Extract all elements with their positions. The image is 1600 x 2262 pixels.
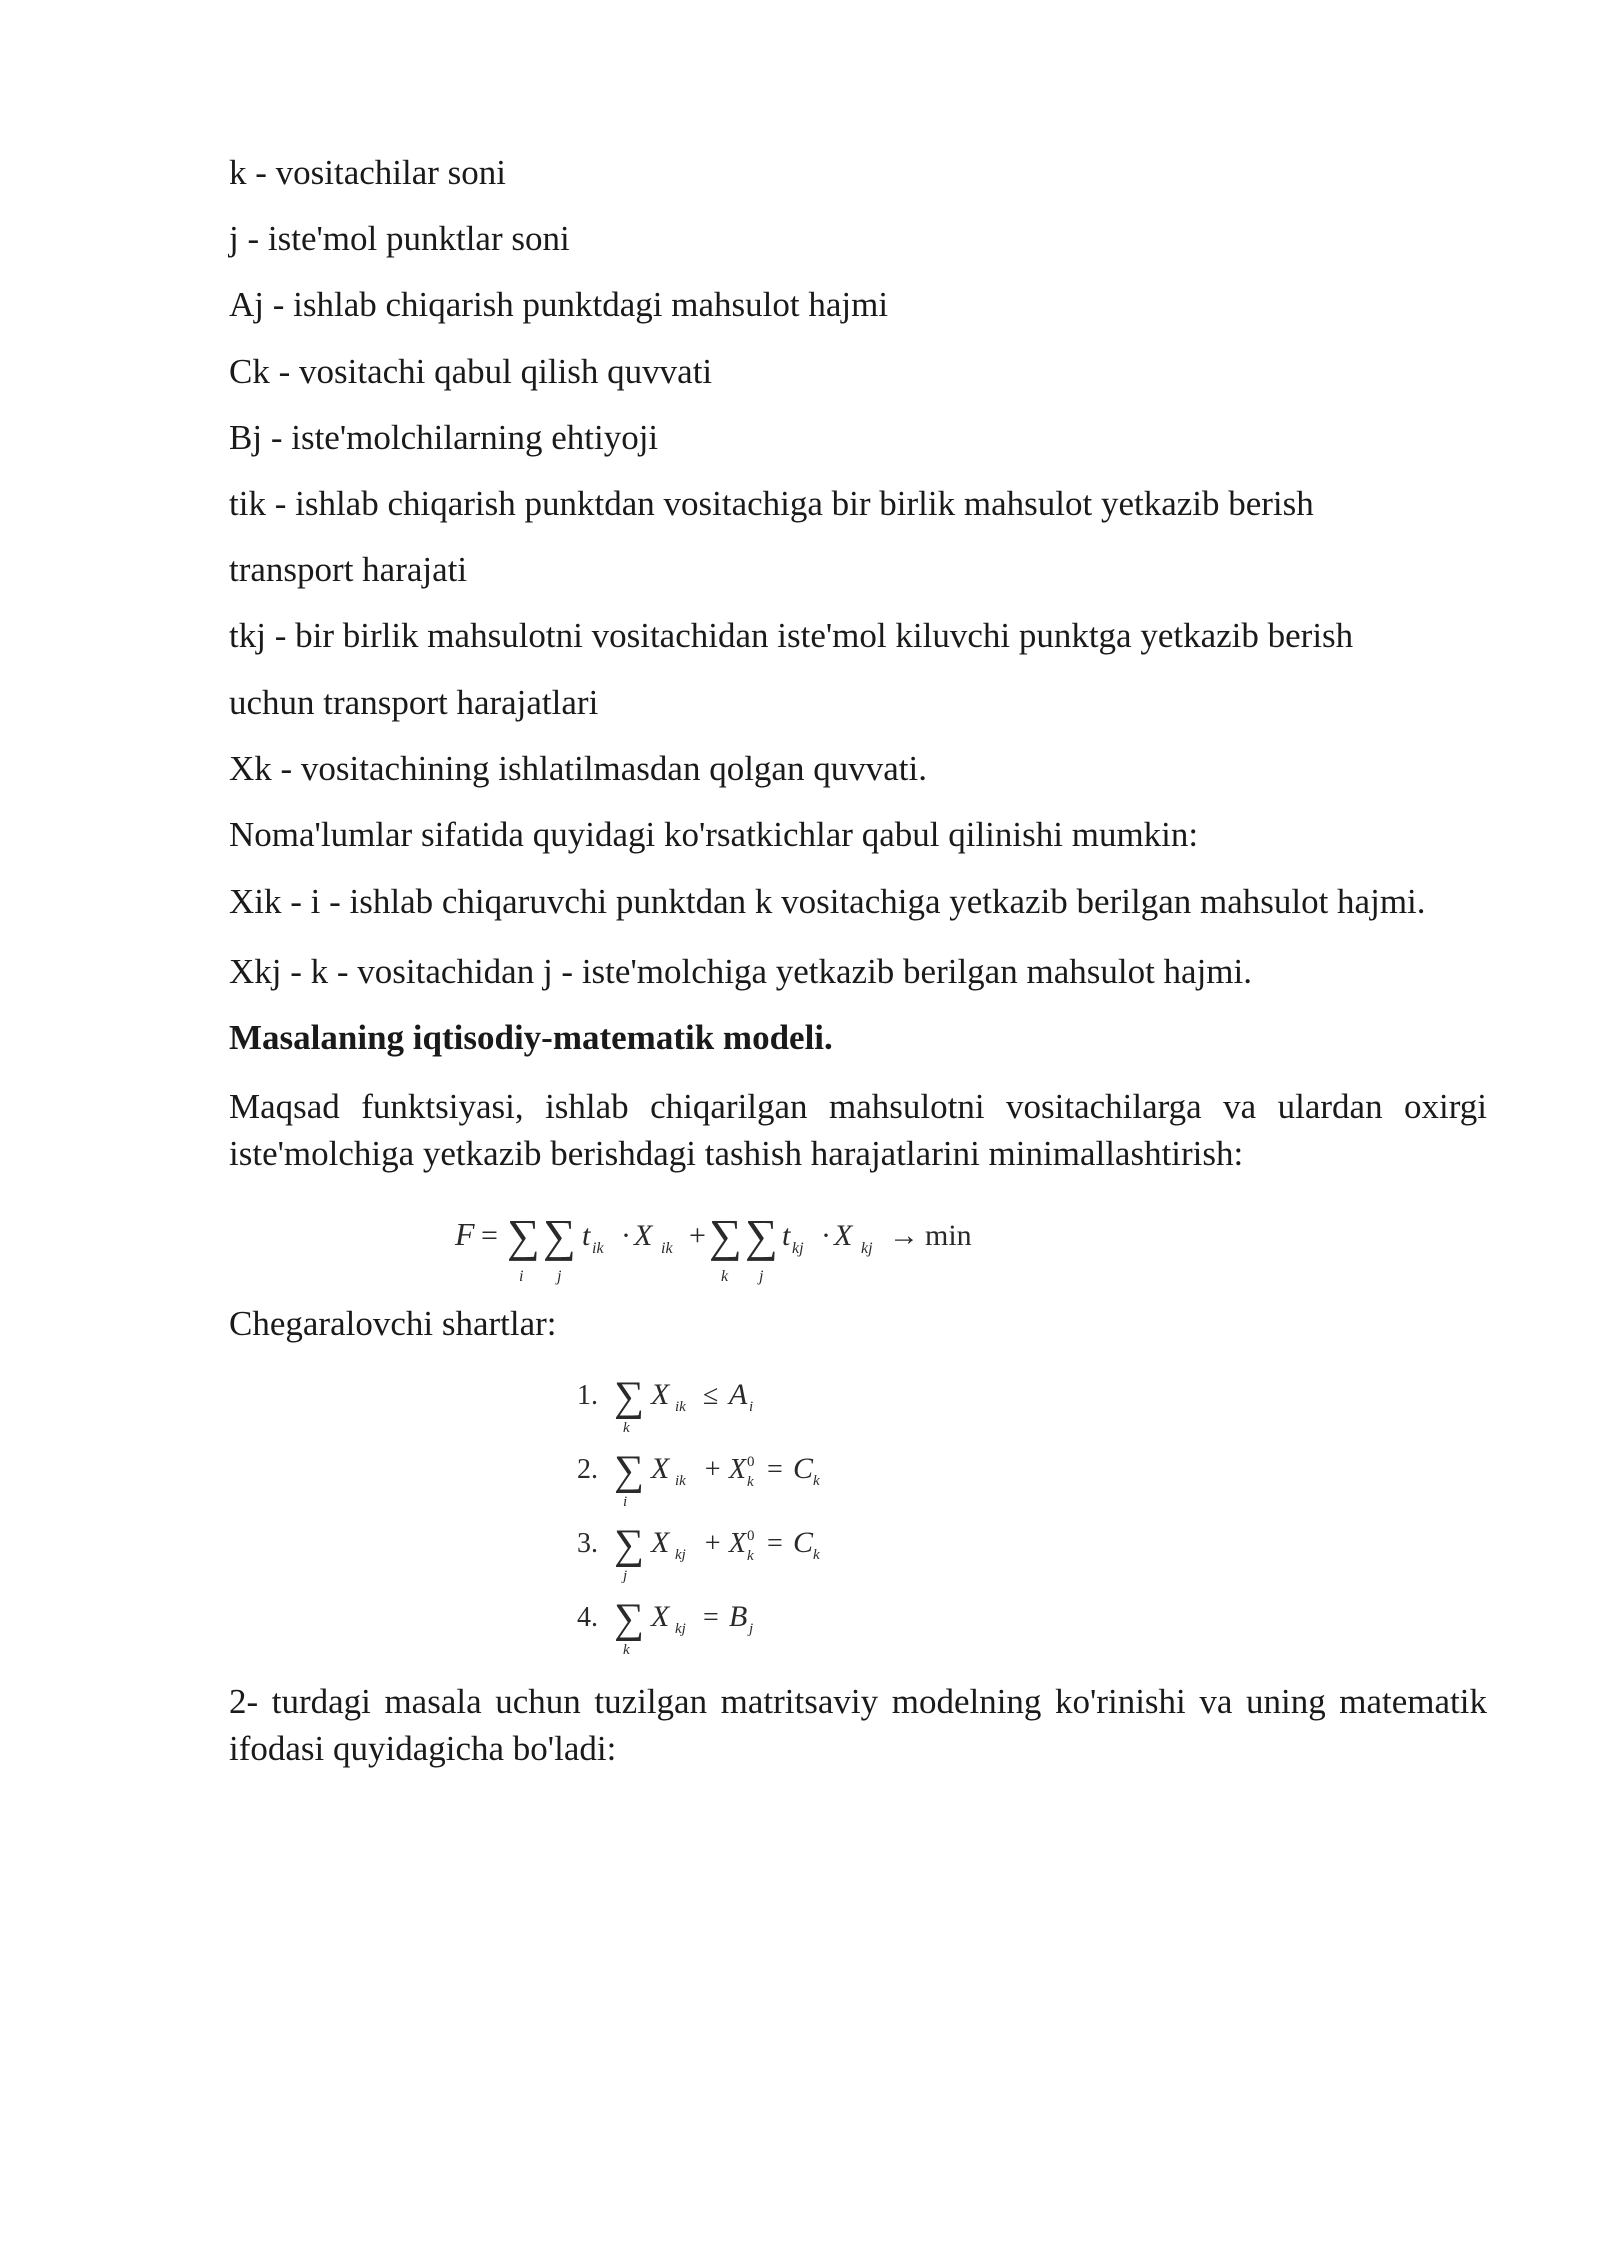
definition-tik: tik - ishlab chiqarish punktdan vositachiga bir birlik mahsulot yetkazib berish [229,483,1314,523]
definition-k: k - vositachilar soni [229,153,507,192]
constraint-rhs-sub: i [749,1398,754,1415]
constraint-variable-sub: ik [675,1472,686,1489]
constraint-number: 3. [577,1527,598,1559]
constraint-sum-index: j [623,1567,628,1584]
constraint-rhs-sub: k [813,1546,820,1563]
constraint-extra-sup: 0 [747,1453,755,1470]
constraint-variable: X [651,1451,670,1485]
definition-aj: Aj - ishlab chiqarish punktdagi mahsulot hajmi [229,285,889,325]
constraint-rhs: C [793,1525,814,1559]
constraint-operator: = [767,1453,783,1485]
formula-eq: = [481,1219,498,1253]
definition-ck: Ck - vositachi qabul qilish quvvati [229,351,713,391]
objective-formula [229,1187,1487,1287]
constraint-variable: X [651,1525,670,1559]
constraint-operator: ≤ [703,1379,719,1411]
constraint-extra-sub: k [747,1473,754,1490]
unknowns-intro: Noma'lumlar sifatida quyidagi ko'rsatkichlar qabul qilinishi mumkin: [229,814,1199,854]
constraint-extra-sub: k [747,1547,754,1564]
constraint-rhs-sub: k [813,1472,820,1489]
definition-bj: Bj - iste'molchilarning ehtiyoji [229,417,659,457]
constraint-operator: = [703,1601,719,1633]
formula-x2-sub: kj [861,1240,873,1258]
formula-min: min [925,1219,972,1253]
constraint-number: 4. [577,1601,598,1633]
constraints-svg [229,1358,1487,1658]
constraint-sum-symbol: ∑ [614,1447,644,1494]
formula-arrow: → [889,1219,919,1253]
sum-symbol-2: ∑ [543,1210,576,1262]
constraint-variable: X [651,1377,670,1411]
final-text: 2- turdagi masala uchun tuzilgan matritsaviy modelning ko'rinishi va uning matematik ifodasi quyidagicha bo'ladi: [229,1681,1487,1768]
constraint-number: 1. [577,1379,598,1411]
constraint-variable-sub: kj [675,1546,686,1563]
constraint-extra-term: + X [703,1453,746,1485]
formula-t1-sub: ik [592,1240,604,1258]
constraint-rhs: C [793,1451,814,1485]
constraint-sum-index: k [623,1641,630,1658]
constraint-rhs-sub: j [749,1620,754,1637]
formula-x1-sub: ik [661,1240,673,1258]
sum-index-j2: j [759,1268,764,1286]
document-content [229,150,1487,1796]
constraints-label: Chegaralovchi shartlar: [229,1304,557,1344]
sum-index-k: k [721,1268,729,1286]
sum-symbol-1: ∑ [507,1210,540,1262]
constraint-extra-term: + X [703,1527,746,1559]
constraint-variable: X [651,1599,670,1633]
constraint-sum-symbol: ∑ [614,1373,644,1420]
constraint-sum-symbol: ∑ [614,1595,644,1642]
formula-t2-sub: kj [792,1240,804,1258]
formula-plus: + [689,1219,706,1253]
formula-t1: t [582,1219,591,1253]
objective-formula-svg [229,1187,1487,1287]
constraint-sum-index: k [623,1419,630,1436]
definition-tkj: tkj - bir birlik mahsulotni vositachidan iste'mol kiluvchi punktga yetkazib berish [229,616,1354,656]
definition-xk: Xk - vositachining ishlatilmasdan qolgan quvvati. [229,748,927,788]
constraint-rhs: B [729,1599,748,1633]
sum-index-j: j [557,1268,562,1286]
formula-t2: t [782,1219,791,1253]
constraint-variable-sub: kj [675,1620,686,1637]
sum-symbol-3: ∑ [709,1210,742,1262]
definition-j: j - iste'mol punktlar soni [229,219,570,259]
definition-tik-cont: transport harajati [229,550,468,590]
sum-index-i: i [519,1268,524,1286]
formula-x2: X [834,1219,853,1253]
definition-tkj-cont: uchun transport harajatlari [229,682,599,722]
formula-dot1: · [621,1219,631,1253]
constraint-operator: = [767,1527,783,1559]
formula-x1: X [634,1219,653,1253]
constraint-number: 2. [577,1453,598,1485]
constraint-rhs: A [729,1377,748,1411]
formula-dot2: · [821,1219,831,1253]
constraint-sum-symbol: ∑ [614,1521,644,1568]
constraint-extra-sup: 0 [747,1527,755,1544]
constraints-block [229,1358,1487,1658]
formula-f: F [455,1216,475,1253]
constraint-sum-index: i [623,1493,628,1510]
objective-text: Maqsad funktsiyasi, ishlab chiqarilgan mahsulotni vositachilarga va ulardan oxirgi iste'molchiga yetkazib berishdagi tashish harajatlarini minimallashtirish: [229,1087,1487,1174]
constraint-variable-sub: ik [675,1398,686,1415]
sum-symbol-4: ∑ [745,1210,778,1262]
unknown-xkj: Xkj - k - vositachidan j - iste'molchiga yetkazib berilgan mahsulot hajmi. [229,952,1252,992]
unknown-xik: Xik - i - ishlab chiqaruvchi punktdan k vositachiga yetkazib berilgan mahsulot hajmi. [229,882,1426,922]
model-heading: Masalaning iqtisodiy-matematik modeli. [229,1018,833,1058]
